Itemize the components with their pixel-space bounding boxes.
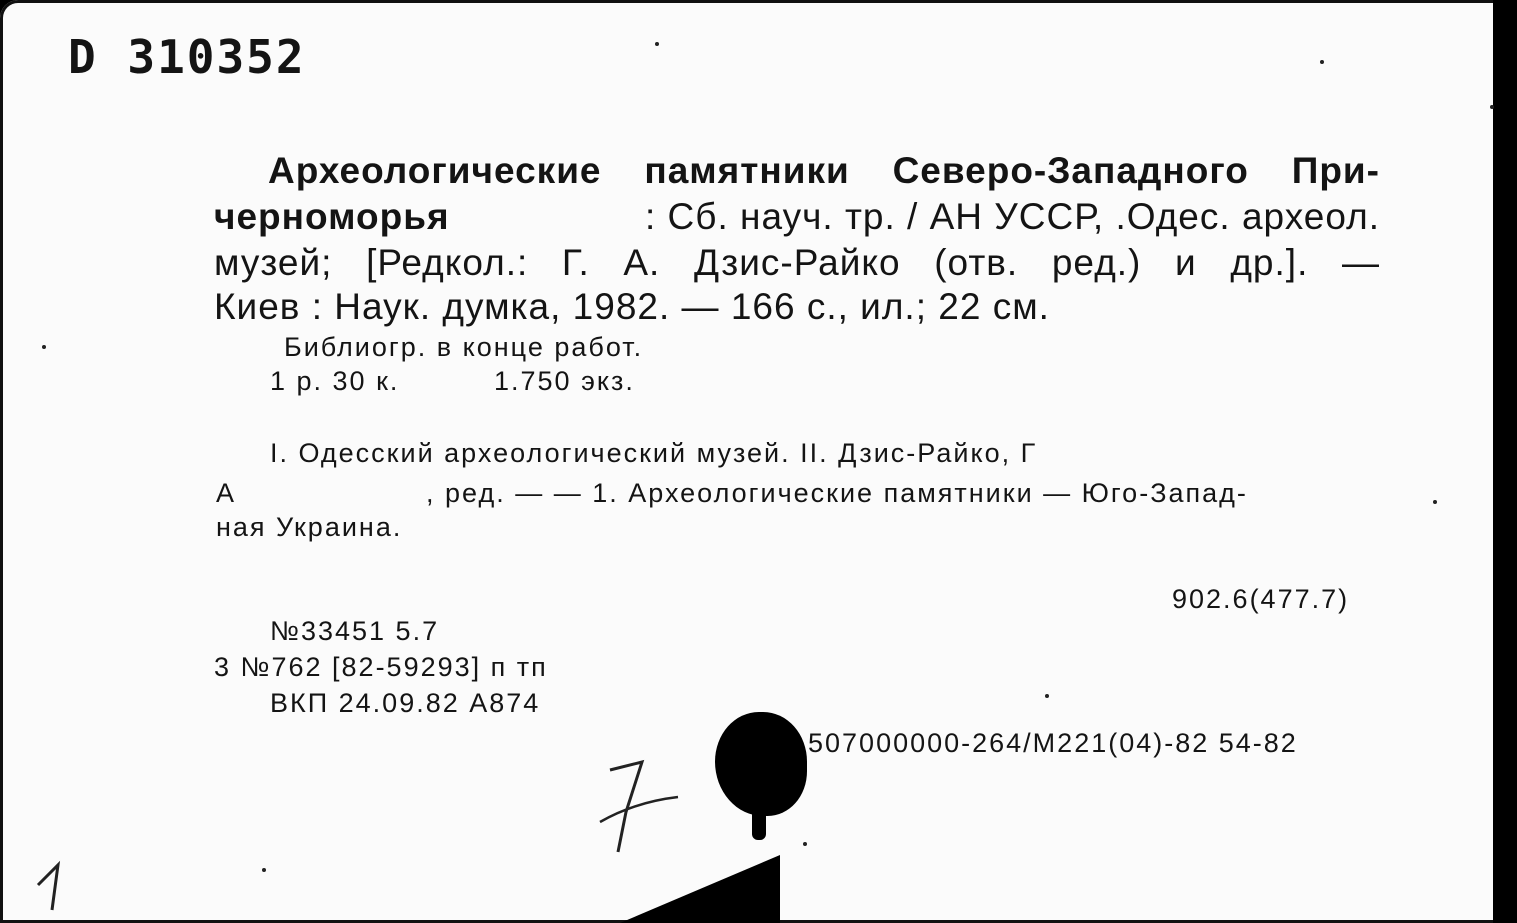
handwritten-seven (590, 752, 700, 864)
record-number-line-3: ВКП 24.09.82 А874 (270, 688, 541, 718)
handwritten-one (30, 855, 90, 915)
speck (1490, 105, 1494, 109)
bibliography-note: Библиогр. в конце работ. (284, 332, 644, 362)
scan-shadow (620, 855, 780, 923)
title-line-3: музей; [Редкол.: Г. А. Дзис-Райко (отв. ред.) и др.]. — (214, 242, 1380, 283)
added-entries-line-1: I. Одесский археологический музей. II. Дзис-Райко, Г (270, 438, 1038, 468)
title-line-2 (214, 196, 1380, 238)
added-entries-line-2: , ред. — — 1. Археологические памятники — Юго-Запад- (426, 478, 1248, 508)
speck (42, 345, 46, 349)
title-line-4: Киев : Наук. думка, 1982. — 166 с., ил.; 22 см. (214, 286, 1050, 327)
speck (1320, 60, 1324, 64)
title-line-1 (268, 150, 1380, 192)
price-note: 1 р. 30 к. (270, 366, 400, 396)
title-bold-continuation: черноморья (214, 196, 450, 237)
classification-code: 902.6(477.7) (1172, 584, 1350, 614)
speck (1433, 500, 1437, 504)
card-edge (1493, 0, 1517, 923)
speck (262, 868, 266, 872)
added-entries-initial: А (216, 478, 237, 508)
isbn-code: 507000000-264/М221(04)-82 54-82 (808, 728, 1298, 758)
copies-note: 1.750 экз. (494, 366, 635, 396)
title-subtitle: : Сб. науч. тр. / АН УССР, .Одес. археол. (645, 196, 1380, 237)
added-entries-line-3: ная Украина. (216, 512, 403, 542)
speck (803, 842, 807, 846)
record-number-line-2: 3 №762 [82-59293] п тп (214, 652, 548, 682)
speck (655, 42, 659, 46)
record-number-line-1: №33451 5.7 (270, 616, 440, 646)
speck (1045, 694, 1049, 698)
call-number: D 310352 (68, 30, 306, 84)
title-bold-line: Археологические памятники Северо-Западного При- (268, 150, 1380, 191)
ink-drip (752, 800, 766, 840)
